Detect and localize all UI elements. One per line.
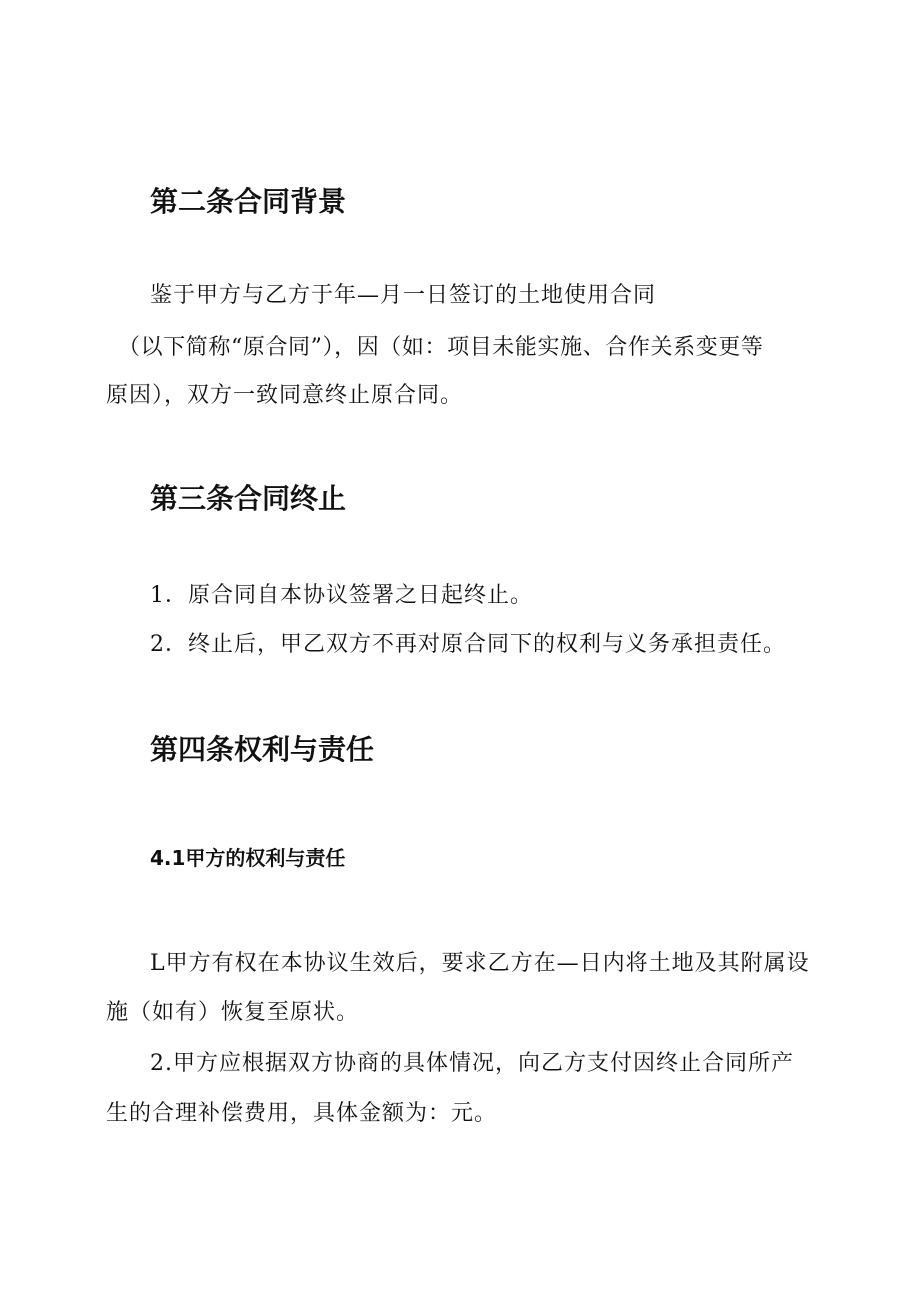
paragraph-line: （以下简称“原合同”），因（如：项目未能实施、合作关系变更等 (118, 335, 764, 360)
paragraph-line: 鉴于甲方与乙方于年—月一日签订的土地使用合同 (150, 283, 657, 308)
paragraph-line: 生的合理补偿费用，具体金额为：元。 (106, 1101, 498, 1126)
paragraph-line: 施（如有）恢复至原状。 (106, 1000, 360, 1025)
section-heading-2: 第二条合同背景 (150, 185, 347, 218)
section-heading-3: 第三条合同终止 (150, 482, 347, 515)
paragraph-line: L甲方有权在本协议生效后，要求乙方在—日内将土地及其附属设 (150, 951, 810, 976)
list-item: 1．原合同自本协议签署之日起终止。 (150, 583, 533, 608)
paragraph-line: 原因），双方一致同意终止原合同。 (106, 383, 464, 408)
section-heading-4: 第四条权利与责任 (150, 733, 375, 766)
paragraph-line: 2.甲方应根据双方协商的具体情况，向乙方支付因终止合同所产 (150, 1051, 794, 1076)
subsection-heading: 4.1甲方的权利与责任 (150, 846, 346, 870)
list-item: 2．终止后，甲乙双方不再对原合同下的权利与义务承担责任。 (150, 632, 786, 657)
